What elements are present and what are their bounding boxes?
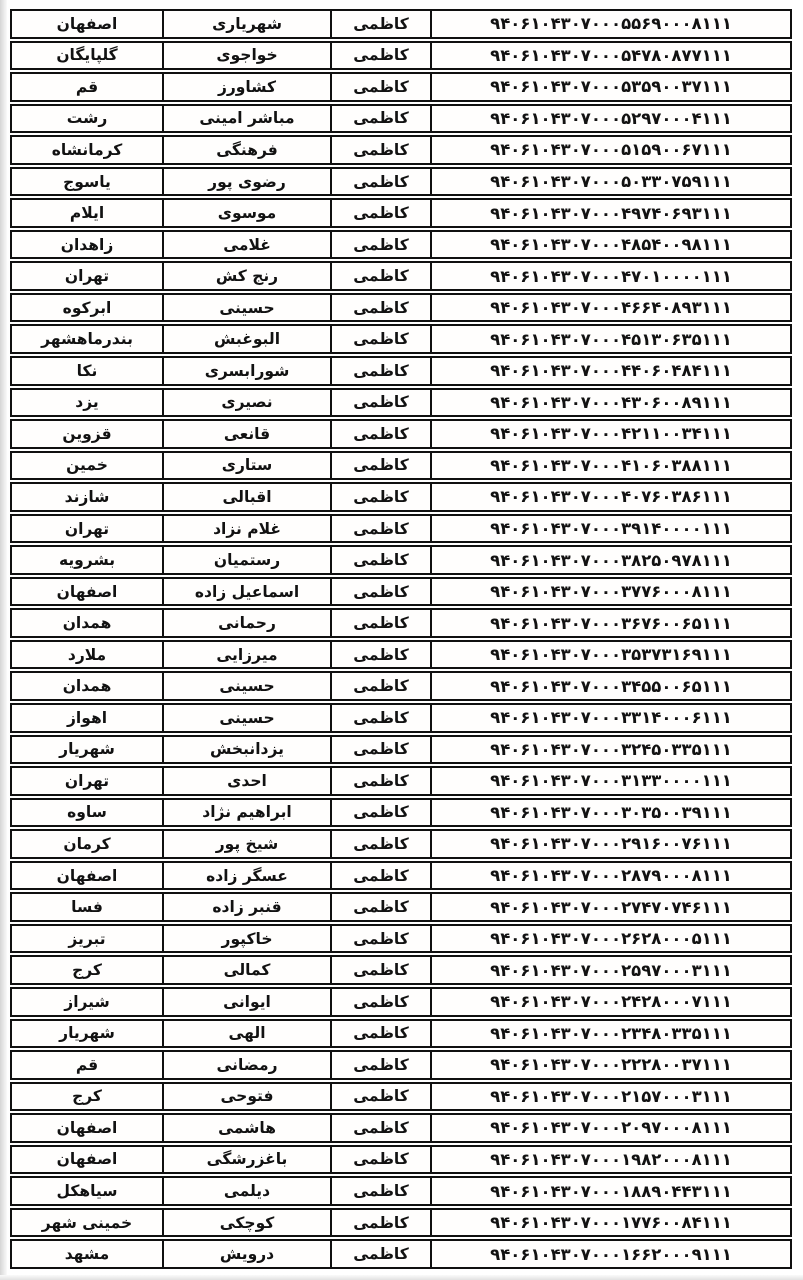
city-cell: کرمانشاه <box>12 137 164 163</box>
table-row <box>10 230 792 260</box>
city-cell: تهران <box>12 768 164 794</box>
table-row <box>10 104 792 134</box>
city-cell: کرج <box>12 957 164 983</box>
city-cell: کرج <box>12 1084 164 1110</box>
first-name-cell: کاظمی <box>332 894 432 920</box>
id-number-cell: ۹۴۰۶۱۰۴۳۰۷۰۰۰۴۲۱۱۰۰۳۴۱۱۱ <box>490 424 732 444</box>
table-row <box>10 1019 792 1049</box>
city-cell: شهریار <box>12 1021 164 1047</box>
id-number-cell: ۹۴۰۶۱۰۴۳۰۷۰۰۰۳۸۲۵۰۹۷۸۱۱۱ <box>490 550 732 570</box>
first-name-cell: کاظمی <box>332 737 432 763</box>
id-number-cell: ۹۴۰۶۱۰۴۳۰۷۰۰۰۲۸۷۹۰۰۰۸۱۱۱ <box>490 866 732 886</box>
last-name-cell: الهی <box>164 1021 332 1047</box>
first-name-cell: کاظمی <box>332 547 432 573</box>
table-row <box>10 671 792 701</box>
city-cell: بشرویه <box>12 547 164 573</box>
city-cell: اصفهان <box>12 579 164 605</box>
id-number-cell: ۹۴۰۶۱۰۴۳۰۷۰۰۰۲۷۴۷۰۷۴۶۱۱۱ <box>490 897 732 917</box>
id-number-cell: ۹۴۰۶۱۰۴۳۰۷۰۰۰۳۱۳۳۰۰۰۰۱۱۱ <box>490 771 732 791</box>
records-table <box>10 9 792 1271</box>
table-row <box>10 703 792 733</box>
first-name-cell: کاظمی <box>332 673 432 699</box>
city-cell: مشهد <box>12 1241 164 1267</box>
last-name-cell: کوچکی <box>164 1210 332 1236</box>
id-number-cell: ۹۴۰۶۱۰۴۳۰۷۰۰۰۲۳۴۸۰۳۳۵۱۱۱ <box>490 1023 732 1043</box>
id-number-cell: ۹۴۰۶۱۰۴۳۰۷۰۰۰۵۳۵۹۰۰۳۷۱۱۱ <box>490 77 732 97</box>
last-name-cell: ایوانی <box>164 989 332 1015</box>
last-name-cell: مباشر امینی <box>164 106 332 132</box>
table-row <box>10 388 792 418</box>
table-row <box>10 1208 792 1238</box>
first-name-cell: کاظمی <box>332 957 432 983</box>
id-number-cell: ۹۴۰۶۱۰۴۳۰۷۰۰۰۵۰۳۳۰۷۵۹۱۱۱ <box>490 172 732 191</box>
last-name-cell: موسوی <box>164 200 332 226</box>
table-row <box>10 766 792 796</box>
city-cell: قم <box>12 74 164 100</box>
city-cell: همدان <box>12 673 164 699</box>
first-name-cell: کاظمی <box>332 169 432 195</box>
last-name-cell: فتوحی <box>164 1084 332 1110</box>
first-name-cell: کاظمی <box>332 989 432 1015</box>
table-row <box>10 829 792 859</box>
city-cell: ساوه <box>12 800 164 826</box>
last-name-cell: رضوی پور <box>164 169 332 195</box>
last-name-cell: کشاورز <box>164 74 332 100</box>
table-row <box>10 419 792 449</box>
first-name-cell: کاظمی <box>332 1084 432 1110</box>
last-name-cell: خواجوی <box>164 43 332 69</box>
table-row <box>10 608 792 638</box>
city-cell: خمین <box>12 453 164 479</box>
id-number-cell: ۹۴۰۶۱۰۴۳۰۷۰۰۰۲۱۵۷۰۰۰۳۱۱۱ <box>490 1086 732 1106</box>
table-row <box>10 892 792 922</box>
city-cell: بندرماهشهر <box>12 326 164 352</box>
table-row <box>10 640 792 670</box>
table-row <box>10 451 792 481</box>
id-number-cell: ۹۴۰۶۱۰۴۳۰۷۰۰۰۲۶۲۸۰۰۰۵۱۱۱ <box>490 929 732 949</box>
id-number-cell: ۹۴۰۶۱۰۴۳۰۷۰۰۰۲۰۹۷۰۰۰۸۱۱۱ <box>490 1118 732 1138</box>
table-row <box>10 861 792 891</box>
first-name-cell: کاظمی <box>332 516 432 542</box>
city-cell: همدان <box>12 610 164 636</box>
last-name-cell: دیلمی <box>164 1178 332 1204</box>
id-number-cell: ۹۴۰۶۱۰۴۳۰۷۰۰۰۱۹۸۲۰۰۰۸۱۱۱ <box>490 1149 732 1169</box>
id-number-cell: ۹۴۰۶۱۰۴۳۰۷۰۰۰۴۶۶۴۰۸۹۳۱۱۱ <box>490 298 732 318</box>
table-row <box>10 198 792 228</box>
city-cell: یاسوج <box>12 169 164 195</box>
last-name-cell: هاشمی <box>164 1115 332 1141</box>
city-cell: خمینی شهر <box>12 1210 164 1236</box>
last-name-cell: یزدانبخش <box>164 737 332 763</box>
table-row <box>10 293 792 323</box>
city-cell: زاهدان <box>12 232 164 258</box>
id-number-cell: ۹۴۰۶۱۰۴۳۰۷۰۰۰۳۳۱۴۰۰۰۶۱۱۱ <box>490 708 732 728</box>
first-name-cell: کاظمی <box>332 1210 432 1236</box>
id-number-cell: ۹۴۰۶۱۰۴۳۰۷۰۰۰۲۹۱۶۰۰۷۶۱۱۱ <box>490 834 732 854</box>
id-number-cell: ۹۴۰۶۱۰۴۳۰۷۰۰۰۳۴۵۵۰۰۶۵۱۱۱ <box>490 676 732 696</box>
last-name-cell: رستمیان <box>164 547 332 573</box>
first-name-cell: کاظمی <box>332 263 432 289</box>
first-name-cell: کاظمی <box>332 390 432 416</box>
city-cell: اهواز <box>12 705 164 731</box>
city-cell: ابرکوه <box>12 295 164 321</box>
city-cell: کرمان <box>12 831 164 857</box>
first-name-cell: کاظمی <box>332 137 432 163</box>
first-name-cell: کاظمی <box>332 579 432 605</box>
last-name-cell: حسینی <box>164 705 332 731</box>
last-name-cell: فرهنگی <box>164 137 332 163</box>
city-cell: تهران <box>12 263 164 289</box>
city-cell: قزوین <box>12 421 164 447</box>
city-cell: نکا <box>12 358 164 384</box>
table-row <box>10 1176 792 1206</box>
last-name-cell: حسینی <box>164 673 332 699</box>
last-name-cell: قنبر زاده <box>164 894 332 920</box>
table-row <box>10 167 792 197</box>
city-cell: اصفهان <box>12 863 164 889</box>
city-cell: شهریار <box>12 737 164 763</box>
table-row <box>10 545 792 575</box>
last-name-cell: رحمانی <box>164 610 332 636</box>
city-cell: سیاهکل <box>12 1178 164 1204</box>
id-number-cell: ۹۴۰۶۱۰۴۳۰۷۰۰۰۲۵۹۷۰۰۰۳۱۱۱ <box>490 960 732 980</box>
first-name-cell: کاظمی <box>332 1115 432 1141</box>
id-number-cell: ۹۴۰۶۱۰۴۳۰۷۰۰۰۵۲۹۷۰۰۰۴۱۱۱ <box>490 108 732 128</box>
id-number-cell: ۹۴۰۶۱۰۴۳۰۷۰۰۰۱۶۶۲۰۰۰۹۱۱۱ <box>490 1244 732 1264</box>
table-row <box>10 987 792 1017</box>
last-name-cell: باغزرشگی <box>164 1147 332 1173</box>
first-name-cell: کاظمی <box>332 705 432 731</box>
last-name-cell: اسماعیل زاده <box>164 579 332 605</box>
first-name-cell: کاظمی <box>332 1021 432 1047</box>
id-number-cell: ۹۴۰۶۱۰۴۳۰۷۰۰۰۴۵۱۳۰۶۳۵۱۱۱ <box>490 329 732 349</box>
city-cell: قم <box>12 1052 164 1078</box>
city-cell: فسا <box>12 894 164 920</box>
id-number-cell: ۹۴۰۶۱۰۴۳۰۷۰۰۰۴۴۰۶۰۴۸۴۱۱۱ <box>490 361 732 381</box>
first-name-cell: کاظمی <box>332 453 432 479</box>
last-name-cell: کمالی <box>164 957 332 983</box>
city-cell: اصفهان <box>12 11 164 37</box>
first-name-cell: کاظمی <box>332 1147 432 1173</box>
last-name-cell: حسینی <box>164 295 332 321</box>
city-cell: گلپایگان <box>12 43 164 69</box>
id-number-cell: ۹۴۰۶۱۰۴۳۰۷۰۰۰۱۷۷۶۰۰۸۴۱۱۱ <box>490 1213 732 1233</box>
last-name-cell: اقبالی <box>164 484 332 510</box>
id-number-cell: ۹۴۰۶۱۰۴۳۰۷۰۰۰۳۲۴۵۰۳۳۵۱۱۱ <box>490 739 732 759</box>
first-name-cell: کاظمی <box>332 200 432 226</box>
first-name-cell: کاظمی <box>332 295 432 321</box>
id-number-cell: ۹۴۰۶۱۰۴۳۰۷۰۰۰۴۰۷۶۰۳۸۶۱۱۱ <box>490 487 732 507</box>
table-row <box>10 135 792 165</box>
table-row <box>10 41 792 71</box>
first-name-cell: کاظمی <box>332 421 432 447</box>
id-number-cell: ۹۴۰۶۱۰۴۳۰۷۰۰۰۵۴۷۸۰۸۷۷۱۱۱ <box>490 45 732 65</box>
last-name-cell: شهریاری <box>164 11 332 37</box>
city-cell: شازند <box>12 484 164 510</box>
last-name-cell: ستاری <box>164 453 332 479</box>
last-name-cell: شورابسری <box>164 358 332 384</box>
first-name-cell: کاظمی <box>332 11 432 37</box>
first-name-cell: کاظمی <box>332 863 432 889</box>
city-cell: ایلام <box>12 200 164 226</box>
table-row <box>10 577 792 607</box>
id-number-cell: ۹۴۰۶۱۰۴۳۰۷۰۰۰۴۱۰۶۰۳۸۸۱۱۱ <box>490 455 732 475</box>
city-cell: یزد <box>12 390 164 416</box>
last-name-cell: ابراهیم نژاد <box>164 800 332 826</box>
id-number-cell: ۹۴۰۶۱۰۴۳۰۷۰۰۰۳۰۳۵۰۰۳۹۱۱۱ <box>490 802 732 822</box>
first-name-cell: کاظمی <box>332 831 432 857</box>
table-row <box>10 72 792 102</box>
last-name-cell: خاکپور <box>164 926 332 952</box>
last-name-cell: البوغبش <box>164 326 332 352</box>
id-number-cell: ۹۴۰۶۱۰۴۳۰۷۰۰۰۲۲۲۸۰۰۳۷۱۱۱ <box>490 1055 732 1075</box>
id-number-cell: ۹۴۰۶۱۰۴۳۰۷۰۰۰۴۳۰۶۰۰۸۹۱۱۱ <box>490 392 732 412</box>
id-number-cell: ۹۴۰۶۱۰۴۳۰۷۰۰۰۳۷۷۶۰۰۰۸۱۱۱ <box>490 582 732 602</box>
table-row <box>10 1050 792 1080</box>
last-name-cell: احدی <box>164 768 332 794</box>
id-number-cell: ۹۴۰۶۱۰۴۳۰۷۰۰۰۴۷۰۱۰۰۰۰۱۱۱ <box>490 266 732 286</box>
id-number-cell: ۹۴۰۶۱۰۴۳۰۷۰۰۰۴۸۵۴۰۰۹۸۱۱۱ <box>490 235 732 255</box>
last-name-cell: رنج کش <box>164 263 332 289</box>
id-number-cell: ۹۴۰۶۱۰۴۳۰۷۰۰۰۳۵۳۷۳۱۶۹۱۱۱ <box>490 645 732 665</box>
first-name-cell: کاظمی <box>332 232 432 258</box>
table-row <box>10 324 792 354</box>
first-name-cell: کاظمی <box>332 484 432 510</box>
table-row <box>10 798 792 828</box>
table-row <box>10 924 792 954</box>
first-name-cell: کاظمی <box>332 106 432 132</box>
last-name-cell: شیخ پور <box>164 831 332 857</box>
table-row <box>10 514 792 544</box>
id-number-cell: ۹۴۰۶۱۰۴۳۰۷۰۰۰۱۸۸۹۰۴۴۳۱۱۱ <box>490 1181 732 1201</box>
last-name-cell: رمضانی <box>164 1052 332 1078</box>
first-name-cell: کاظمی <box>332 800 432 826</box>
id-number-cell: ۹۴۰۶۱۰۴۳۰۷۰۰۰۲۴۲۸۰۰۰۷۱۱۱ <box>490 992 732 1012</box>
id-number-cell: ۹۴۰۶۱۰۴۳۰۷۰۰۰۴۹۷۴۰۶۹۳۱۱۱ <box>490 203 732 223</box>
first-name-cell: کاظمی <box>332 1178 432 1204</box>
first-name-cell: کاظمی <box>332 1241 432 1267</box>
last-name-cell: غلام نزاد <box>164 516 332 542</box>
city-cell: شیراز <box>12 989 164 1015</box>
table-row <box>10 261 792 291</box>
table-row <box>10 1082 792 1112</box>
city-cell: اصفهان <box>12 1115 164 1141</box>
first-name-cell: کاظمی <box>332 43 432 69</box>
first-name-cell: کاظمی <box>332 610 432 636</box>
first-name-cell: کاظمی <box>332 926 432 952</box>
first-name-cell: کاظمی <box>332 1052 432 1078</box>
id-number-cell: ۹۴۰۶۱۰۴۳۰۷۰۰۰۵۵۶۹۰۰۰۸۱۱۱ <box>490 14 732 34</box>
table-row <box>10 1113 792 1143</box>
first-name-cell: کاظمی <box>332 326 432 352</box>
id-number-cell: ۹۴۰۶۱۰۴۳۰۷۰۰۰۳۶۷۶۰۰۶۵۱۱۱ <box>490 613 732 633</box>
city-cell: رشت <box>12 106 164 132</box>
last-name-cell: عسگر زاده <box>164 863 332 889</box>
last-name-cell: غلامی <box>164 232 332 258</box>
table-row <box>10 955 792 985</box>
city-cell: تهران <box>12 516 164 542</box>
city-cell: اصفهان <box>12 1147 164 1173</box>
city-cell: ملارد <box>12 642 164 668</box>
city-cell: تبریز <box>12 926 164 952</box>
id-number-cell: ۹۴۰۶۱۰۴۳۰۷۰۰۰۵۱۵۹۰۰۶۷۱۱۱ <box>490 140 732 160</box>
table-row <box>10 482 792 512</box>
first-name-cell: کاظمی <box>332 642 432 668</box>
table-row <box>10 1239 792 1269</box>
table-row <box>10 9 792 39</box>
scan-edge-left <box>0 0 7 1280</box>
first-name-cell: کاظمی <box>332 768 432 794</box>
scan-edge-bottom <box>0 1275 803 1280</box>
id-number-cell: ۹۴۰۶۱۰۴۳۰۷۰۰۰۳۹۱۴۰۰۰۰۱۱۱ <box>490 519 732 539</box>
table-row <box>10 1145 792 1175</box>
first-name-cell: کاظمی <box>332 74 432 100</box>
last-name-cell: میرزایی <box>164 642 332 668</box>
last-name-cell: درویش <box>164 1241 332 1267</box>
table-row <box>10 735 792 765</box>
first-name-cell: کاظمی <box>332 358 432 384</box>
table-row <box>10 356 792 386</box>
last-name-cell: نصیری <box>164 390 332 416</box>
last-name-cell: قانعی <box>164 421 332 447</box>
